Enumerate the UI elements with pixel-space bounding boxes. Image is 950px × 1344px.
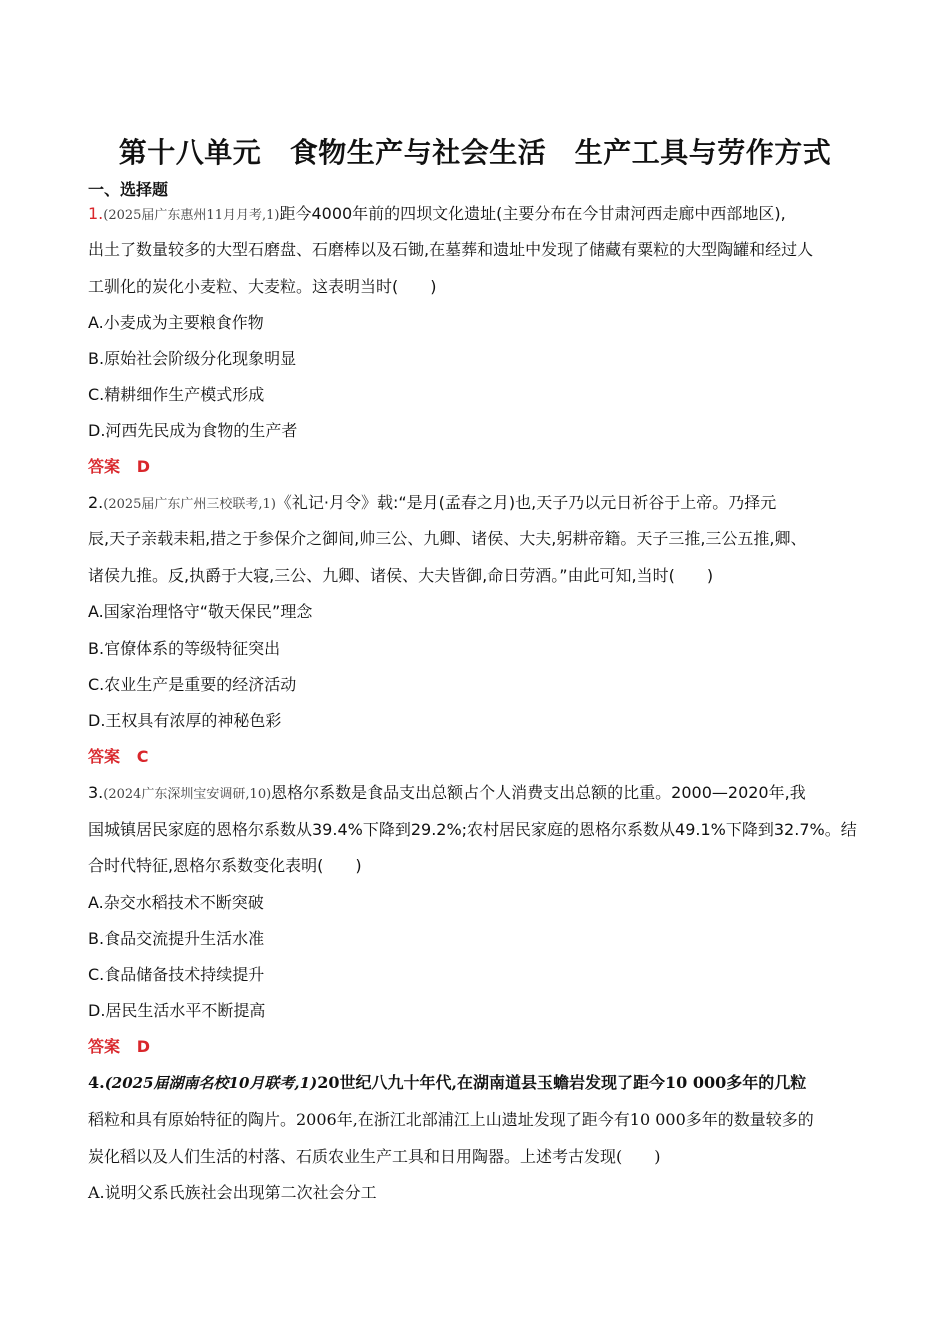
question-2-source: (2025届广东广州三校联考,1) [103,497,276,512]
question-2-option-b: B.官僚体系的等级特征突出 [88,639,281,658]
question-3-source: (2024广东深圳宝安调研,10) [103,787,272,802]
question-1-answer [88,456,150,478]
answer-value: C [136,747,149,766]
question-4-line-1 [88,1072,806,1094]
question-4-text-1: 20世纪八九十年代,在湖南道县玉蟾岩发现了距今10 000多年的几粒 [317,1073,807,1092]
question-1-line-2: 出土了数量较多的大型石磨盘、石磨棒以及石锄,在墓葬和遗址中发现了储藏有粟粒的大型陶罐和经过人 [88,240,814,259]
question-2-answer [88,746,148,768]
question-2-line-3: 诸侯九推。反,执爵于大寝,三公、九卿、诸侯、大夫皆御,命日劳酒。”由此可知,当时( ) [88,566,714,585]
question-2-line-2: 辰,天子亲载耒耜,措之于参保介之御间,帅三公、九卿、诸侯、大夫,躬耕帝籍。天子三推,三公五推,卿、 [88,529,807,548]
question-3-option-c: C.食品储备技术持续提升 [88,965,265,984]
question-3-line-2: 国城镇居民家庭的恩格尔系数从39.4%下降到29.2%;农村居民家庭的恩格尔系数从49.1%下降到32.7%。结 [88,820,857,839]
answer-value: D [136,1037,151,1056]
answer-label: 答案 [88,747,121,766]
question-1-number: 1. [88,204,104,223]
question-2-text-1: 《礼记·月令》载:“是月(孟春之月)也,天子乃以元日祈谷于上帝。乃择元 [275,493,777,512]
answer-value: D [136,457,151,476]
question-2-option-d: D.王权具有浓厚的神秘色彩 [88,711,282,730]
question-1-option-b: B.原始社会阶级分化现象明显 [88,349,297,368]
question-2-option-a: A.国家治理恪守“敬天保民”理念 [88,602,313,621]
question-3-text-1: 恩格尔系数是食品支出总额占个人消费支出总额的比重。2000—2020年,我 [271,783,806,802]
question-3-line-1 [88,782,806,806]
question-1-source: (2025届广东惠州11月月考,1) [103,208,280,223]
question-1-option-c: C.精耕细作生产模式形成 [88,385,265,404]
question-1-option-d: D.河西先民成为食物的生产者 [88,421,298,440]
question-1-text-1: 距今4000年前的四坝文化遗址(主要分布在今甘肃河西走廊中西部地区), [279,204,786,223]
answer-label: 答案 [88,1037,121,1056]
question-3-answer [88,1036,150,1058]
question-4-line-2: 稻粒和具有原始特征的陶片。2006年,在浙江北部浦江上山遗址发现了距今有10 000多年的数量较多的 [88,1110,814,1129]
question-4-option-a: A.说明父系氏族社会出现第二次社会分工 [88,1183,377,1202]
question-3-line-3: 合时代特征,恩格尔系数变化表明( ) [88,856,362,875]
question-2-line-1 [88,492,776,516]
question-1-line-1 [88,203,786,227]
section-heading: 一、选择题 [88,180,169,199]
answer-label: 答案 [88,457,121,476]
question-2-option-c: C.农业生产是重要的经济活动 [88,675,297,694]
question-1-option-a: A.小麦成为主要粮食作物 [88,313,264,332]
question-3-option-d: D.居民生活水平不断提高 [88,1001,266,1020]
question-1-line-3: 工驯化的炭化小麦粒、大麦粒。这表明当时( ) [88,277,437,296]
question-4-number: 4. [88,1073,105,1092]
question-3-number: 3. [88,783,104,802]
page-title: 第十八单元 食物生产与社会生活 生产工具与劳作方式 [118,136,832,169]
question-3-option-b: B.食品交流提升生活水准 [88,929,265,948]
question-2-number: 2. [88,493,104,512]
question-3-option-a: A.杂交水稻技术不断突破 [88,893,264,912]
question-4-line-3: 炭化稻以及人们生活的村落、石质农业生产工具和日用陶器。上述考古发现( ) [88,1147,661,1166]
question-4-source: (2025届湖南名校10月联考,1) [104,1074,318,1092]
